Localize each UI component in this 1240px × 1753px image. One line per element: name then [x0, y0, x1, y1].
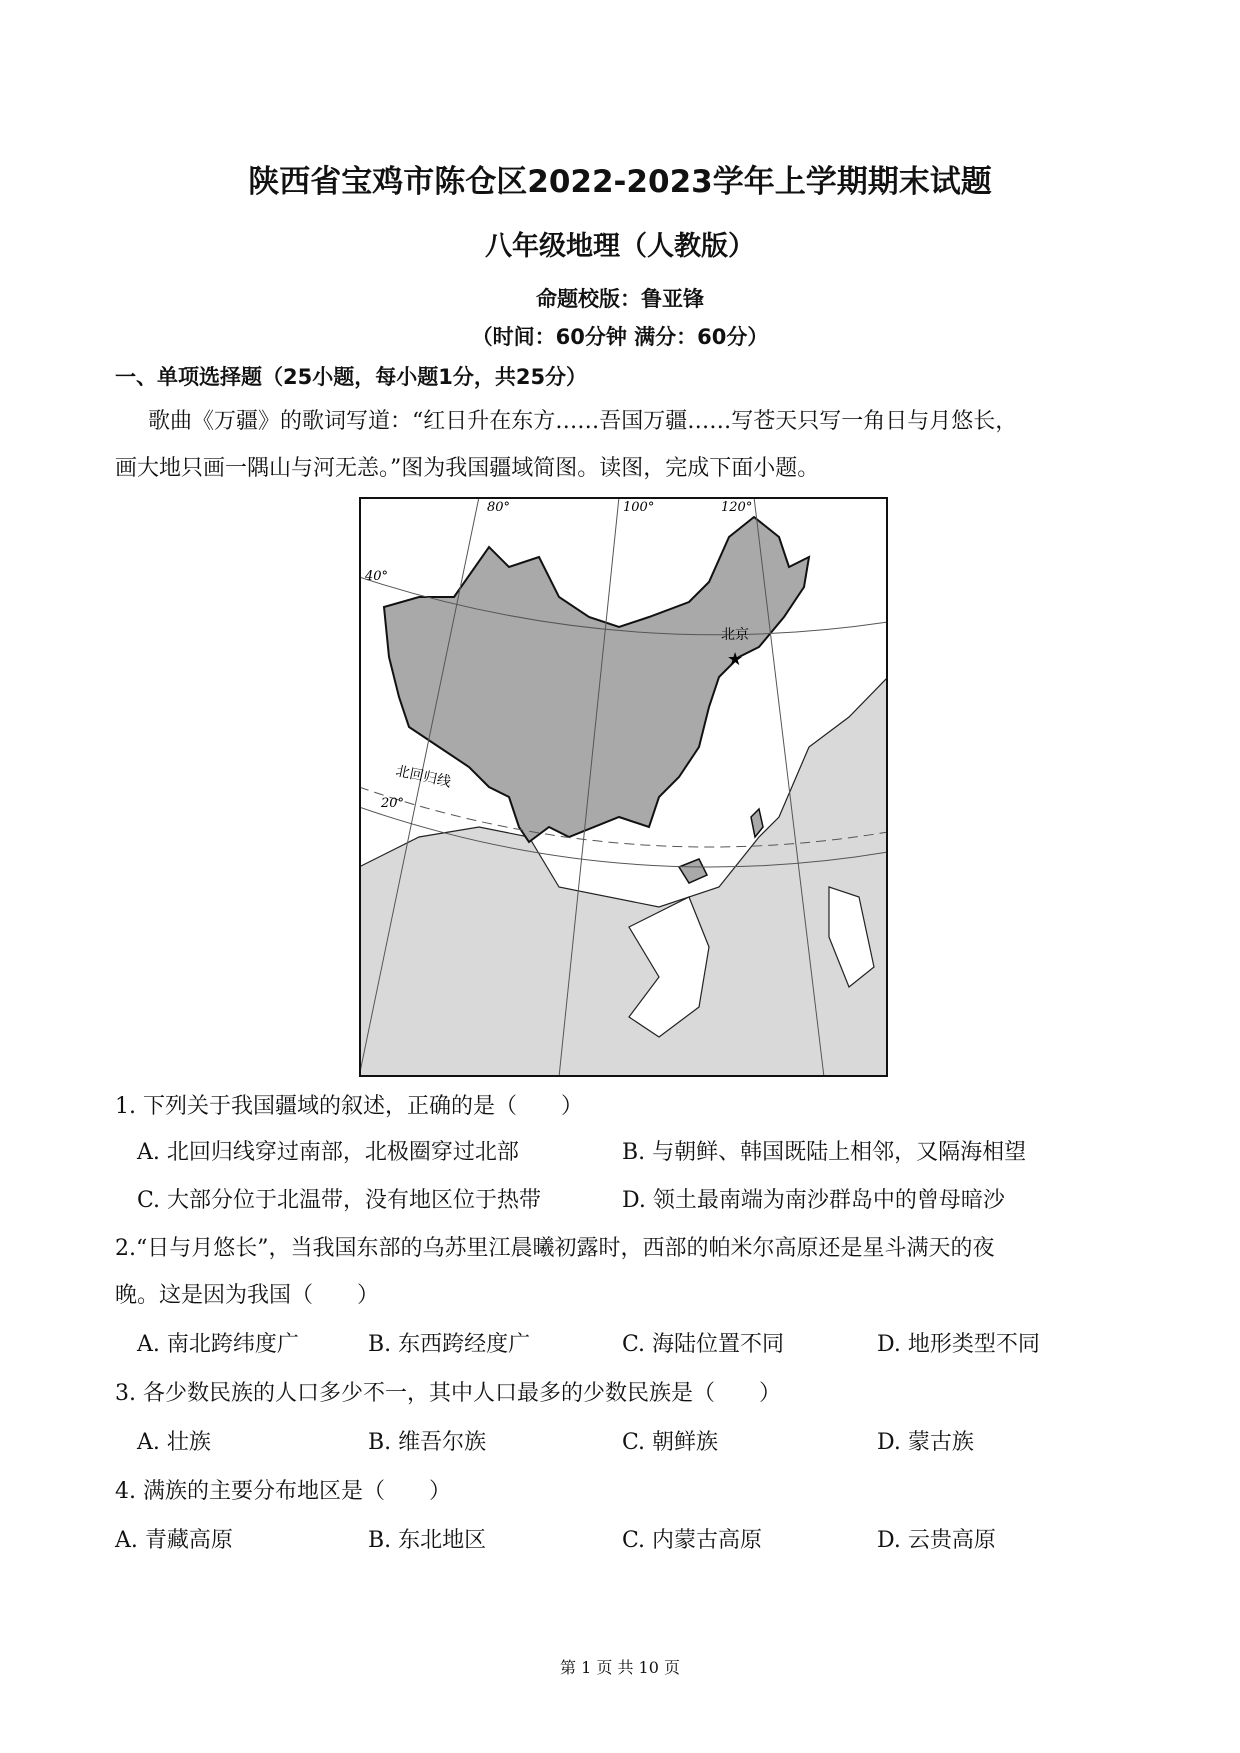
china-territory-map [359, 497, 888, 1077]
q1-option-d[interactable]: D. 领土最南端为南沙群岛中的曾母暗沙 [622, 1188, 1005, 1213]
time-line: （时间：60分钟 满分：60分） [471, 325, 769, 349]
section-heading: 一、单项选择题（25小题，每小题1分，共25分） [115, 365, 588, 389]
beijing-star-icon: ★ [727, 649, 744, 670]
q4-option-d[interactable]: D. 云贵高原 [877, 1528, 996, 1553]
q3-option-d[interactable]: D. 蒙古族 [877, 1430, 974, 1455]
lat40-label: 40° [365, 569, 389, 584]
q1-option-c[interactable]: C. 大部分位于北温带，没有地区位于热带 [137, 1188, 542, 1213]
q2-option-b[interactable]: B. 东西跨经度广 [368, 1332, 531, 1357]
q1-stem: 1. 下列关于我国疆域的叙述，正确的是（ ） [115, 1094, 583, 1119]
q2-option-a[interactable]: A. 南北跨纬度广 [137, 1332, 299, 1357]
author-line: 命题校版：鲁亚锋 [536, 287, 704, 311]
q4-stem: 4. 满族的主要分布地区是（ ） [115, 1479, 451, 1504]
q4-option-c[interactable]: C. 内蒙古高原 [622, 1528, 763, 1553]
tropic-label: 北回归线 [394, 763, 453, 791]
q1-option-b[interactable]: B. 与朝鲜、韩国既陆上相邻，又隔海相望 [622, 1140, 1027, 1165]
q3-option-a[interactable]: A. 壮族 [137, 1430, 211, 1455]
q3-option-b[interactable]: B. 维吾尔族 [368, 1430, 487, 1455]
page-footer: 第 1 页 共 10 页 [560, 1658, 680, 1677]
lon120-label: 120° [721, 500, 753, 515]
intro-line-1: 歌曲《万疆》的歌词写道：“红日升在东方……吾国万疆……写苍天只写一角日与月悠长， [148, 409, 1018, 434]
q2-option-c[interactable]: C. 海陆位置不同 [622, 1332, 785, 1357]
intro-line-2: 画大地只画一隅山与河无恙。”图为我国疆域简图。读图，完成下面小题。 [115, 456, 820, 481]
q2-stem-line-2: 晚。这是因为我国（ ） [115, 1283, 380, 1308]
q4-option-b[interactable]: B. 东北地区 [368, 1528, 487, 1553]
q4-option-a[interactable]: A. 青藏高原 [115, 1528, 233, 1553]
q1-option-a[interactable]: A. 北回归线穿过南部，北极圈穿过北部 [137, 1140, 519, 1165]
lon80-label: 80° [487, 500, 511, 515]
exam-title: 陕西省宝鸡市陈仓区2022-2023学年上学期期末试题 [248, 164, 992, 200]
q2-stem-line-1: 2.“日与月悠长”，当我国东部的乌苏里江晨曦初露时，西部的帕米尔高原还是星斗满天的夜 [115, 1236, 995, 1261]
beijing-label: 北京 [721, 627, 749, 643]
lat20-label: 20° [381, 796, 405, 811]
q3-option-c[interactable]: C. 朝鲜族 [622, 1430, 719, 1455]
q3-stem: 3. 各少数民族的人口多少不一，其中人口最多的少数民族是（ ） [115, 1381, 781, 1406]
lon100-label: 100° [623, 500, 655, 515]
q2-option-d[interactable]: D. 地形类型不同 [877, 1332, 1040, 1357]
exam-subtitle: 八年级地理（人教版） [485, 231, 755, 262]
